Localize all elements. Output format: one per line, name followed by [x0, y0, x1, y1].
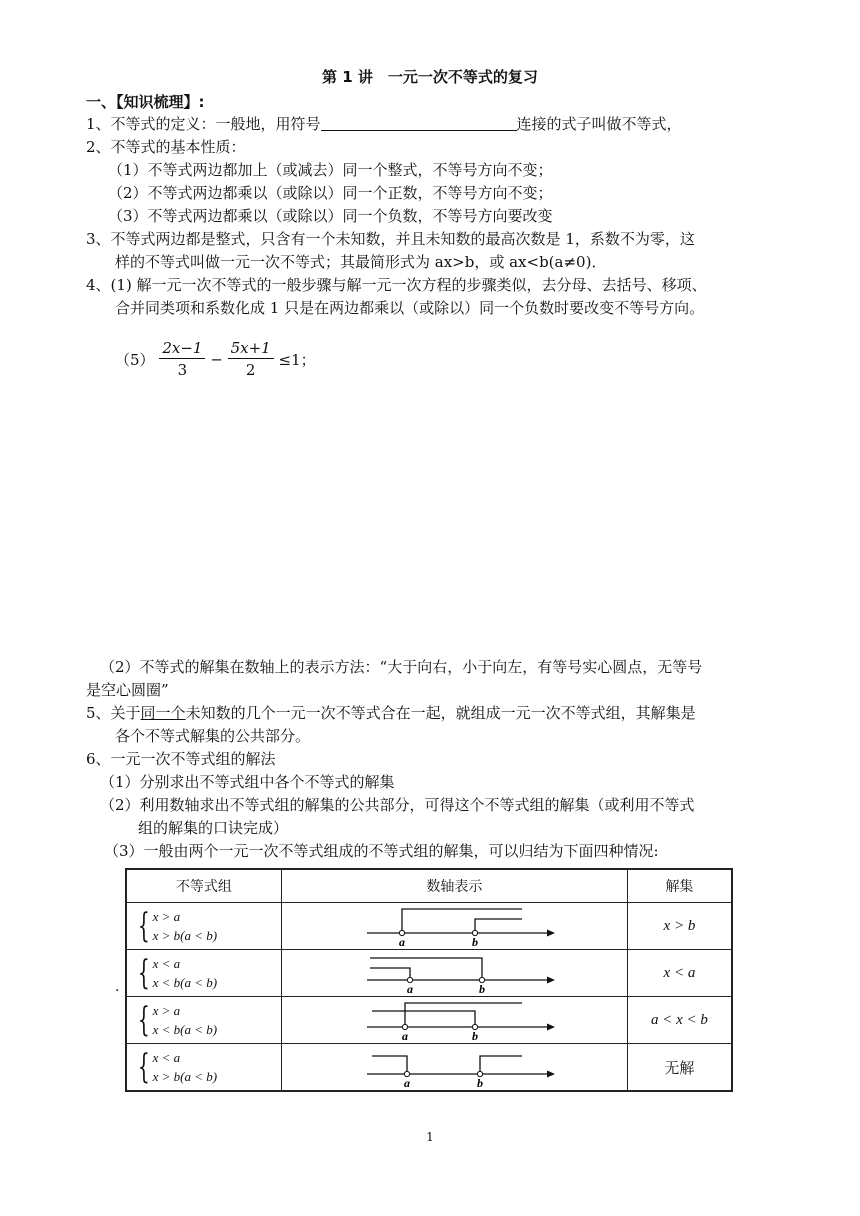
item-6-2-line1: （2）利用数轴求出不等式组的解集的公共部分，可得这个不等式组的解集（或利用不等式 — [100, 796, 695, 814]
item-4-2-line1: （2）不等式的解集在数轴上的表示方法：“大于向右，小于向左，有等号实心圆点，无等号 — [100, 658, 703, 676]
point-b-label: b — [471, 1029, 478, 1043]
number-line-cell — [281, 903, 627, 950]
number-line-cell — [281, 950, 627, 997]
inequality-systems-table — [125, 868, 733, 1092]
number-line-cell — [281, 1044, 627, 1092]
exercise-5-label: （5） — [115, 351, 155, 369]
inequality-1: x < a — [152, 1050, 181, 1065]
item-6-1: （1）分别求出不等式组中各个不等式的解集 — [100, 773, 395, 791]
page-number: 1 — [426, 1130, 434, 1144]
table-header: 解集 — [627, 869, 732, 903]
point-a-label: a — [401, 1029, 408, 1043]
item-1-text-pre: 1、不等式的定义：一般地，用符号 — [86, 115, 321, 133]
table-row — [126, 1044, 732, 1092]
item-2-3: （3）不等式两边都乘以（或除以）同一个负数，不等号方向要改变 — [108, 207, 553, 225]
solution-cell: 无解 — [627, 1044, 732, 1092]
point-a-label: a — [403, 1076, 410, 1090]
table-header: 不等式组 — [126, 869, 281, 903]
table-header-row — [126, 869, 732, 903]
solution-cell: a < x < b — [627, 997, 732, 1044]
inequality-1: x > a — [152, 909, 181, 924]
inequality-2: x < b(a < b) — [152, 975, 218, 990]
item-6-2-line2: 组的解集的口诀完成） — [138, 819, 289, 837]
item-5-line2: 各个不等式解集的公共部分。 — [115, 727, 311, 745]
point-b-label: b — [476, 1076, 483, 1090]
table-row — [126, 950, 732, 997]
number-line-cell — [281, 997, 627, 1044]
number-line-diagram — [282, 950, 627, 996]
item-2-1: （1）不等式两边都加上（或减去）同一个整式，不等号方向不变； — [108, 161, 553, 179]
fill-in-blank — [321, 115, 517, 131]
item-5-pre: 5、关于 — [86, 704, 141, 722]
page-title: 第 1 讲 一元一次不等式的复习 — [322, 68, 538, 86]
item-3-line2: 样的不等式叫做一元一次不等式；其最简形式为 ax>b，或 ax<b(a≠0)． — [115, 253, 607, 271]
point-a-label: a — [398, 935, 405, 949]
item-4-line1: 4、(1) 解一元一次不等式的一般步骤与解一元一次方程的步骤类似，去分母、去括号、移项、 — [86, 276, 707, 294]
table-row — [126, 997, 732, 1044]
fraction-1-numerator: 2x−1 — [159, 338, 205, 359]
point-a-label: a — [406, 982, 413, 996]
brace-symbol: { — [137, 906, 150, 946]
solution-cell: x > b — [627, 903, 732, 950]
brace-symbol: { — [137, 953, 150, 993]
fraction-2-numerator: 5x+1 — [228, 338, 274, 359]
number-line-diagram — [282, 1044, 627, 1090]
item-5-post: 未知数的几个一元一次不等式合在一起，就组成一元一次不等式组，其解集是 — [185, 704, 696, 722]
item-4-line2: 合并同类项和系数化成 1 只是在两边都乘以（或除以）同一个负数时要改变不等号方向。 — [115, 299, 705, 317]
brace-symbol: { — [137, 1000, 150, 1040]
item-6-3: （3）一般由两个一元一次不等式组成的不等式组的解集，可以归结为下面四种情况: — [104, 842, 659, 860]
item-2: 2、不等式的基本性质： — [86, 138, 246, 156]
item-2-2: （2）不等式两边都乘以（或除以）同一个正数，不等号方向不变； — [108, 184, 553, 202]
item-5-line1 — [86, 703, 696, 723]
inequality-2: x > b(a < b) — [152, 928, 218, 943]
point-b-label: b — [478, 982, 485, 996]
fraction-2-denominator: 2 — [245, 361, 256, 379]
solution-cell: x < a — [627, 950, 732, 997]
minus-sign: − — [210, 350, 223, 369]
fraction-1-denominator: 3 — [177, 361, 188, 379]
inequality-system-cell — [126, 1044, 281, 1092]
inequality-system-cell — [126, 903, 281, 950]
number-line-diagram — [282, 997, 627, 1043]
inequality-2: x < b(a < b) — [152, 1022, 218, 1037]
exercise-5-tail: ≤1； — [278, 351, 316, 369]
item-1 — [86, 114, 682, 134]
exercise-5 — [115, 338, 316, 381]
stray-dot: . — [115, 979, 120, 995]
fraction-2 — [228, 338, 274, 381]
table-header: 数轴表示 — [281, 869, 627, 903]
brace-symbol: { — [137, 1047, 150, 1087]
fraction-1 — [159, 338, 205, 381]
table-row — [126, 903, 732, 950]
section-heading: 一、【知识梳理】: — [86, 93, 205, 111]
point-b-label: b — [471, 935, 478, 949]
item-5-underlined: 同一个 — [140, 704, 186, 722]
inequality-1: x > a — [152, 1003, 181, 1018]
inequality-system-cell — [126, 950, 281, 997]
item-1-text-post: 连接的式子叫做不等式， — [516, 115, 682, 133]
item-4-2-line2: 是空心圆圈” — [86, 681, 169, 699]
inequality-1: x < a — [152, 956, 181, 971]
item-3-line1: 3、不等式两边都是整式，只含有一个未知数，并且未知数的最高次数是 1，系数不为零，这 — [86, 230, 695, 248]
number-line-diagram — [282, 903, 627, 949]
inequality-system-cell — [126, 997, 281, 1044]
item-6: 6、一元一次不等式组的解法 — [86, 750, 276, 768]
inequality-2: x > b(a < b) — [152, 1069, 218, 1084]
